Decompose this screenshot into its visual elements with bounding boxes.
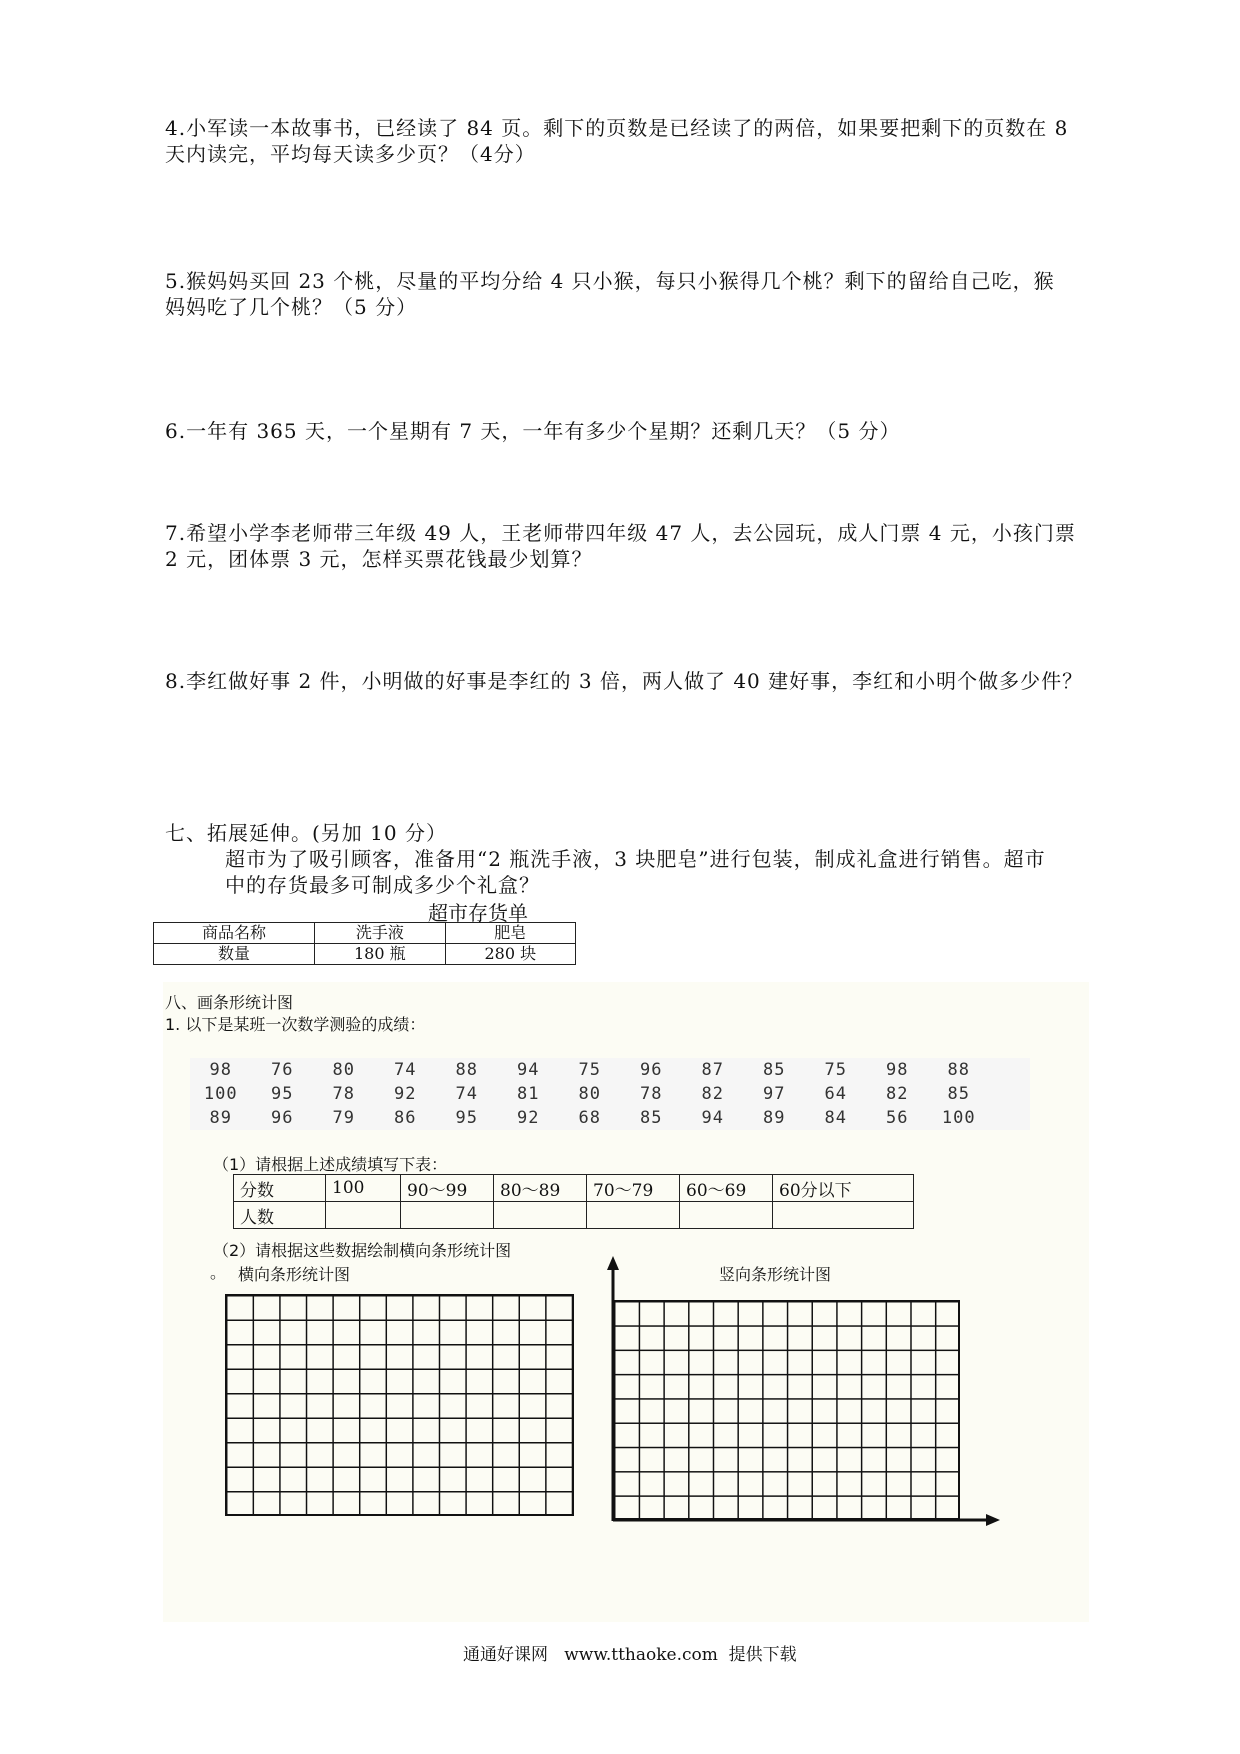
section-7-line2: 中的存货最多可制成多少个礼盒？ bbox=[225, 873, 540, 897]
inventory-header-cell: 洗手液 bbox=[315, 923, 445, 944]
question-8-line1: 8.李红做好事 2 件，小明做的好事是李红的 3 倍，两人做了 40 建好事，李红和小明个做多少件？ bbox=[165, 669, 1084, 693]
sub-question-2: （2）请根据这些数据绘制横向条形统计图 bbox=[213, 1241, 512, 1260]
section-7-body bbox=[225, 846, 1046, 898]
score-value: 56 bbox=[886, 1108, 909, 1128]
score-value: 80 bbox=[332, 1060, 355, 1080]
question-7-line2: 2 元，团体票 3 元，怎样买票花钱最少划算？ bbox=[165, 547, 593, 571]
question-5-line2: 妈妈吃了几个桃？（5 分） bbox=[165, 295, 418, 319]
inventory-header-row bbox=[154, 923, 576, 944]
score-value: 78 bbox=[332, 1084, 355, 1104]
section-8-question-1: 1. 以下是某班一次数学测验的成绩： bbox=[165, 1015, 426, 1034]
score-value: 84 bbox=[824, 1108, 847, 1128]
count-answer-cell[interactable] bbox=[494, 1202, 587, 1229]
section-7-heading: 七、拓展延伸。(另加 10 分） bbox=[165, 821, 447, 845]
score-value: 68 bbox=[578, 1108, 601, 1128]
vertical-bar-chart-grid[interactable] bbox=[613, 1300, 960, 1520]
score-value: 96 bbox=[271, 1108, 294, 1128]
inventory-header-cell: 商品名称 bbox=[154, 923, 315, 944]
score-value: 98 bbox=[886, 1060, 909, 1080]
inventory-table-title: 超市存货单 bbox=[428, 901, 528, 925]
score-value: 76 bbox=[271, 1060, 294, 1080]
score-value: 82 bbox=[701, 1084, 724, 1104]
score-range-cell: 70～79 bbox=[587, 1175, 680, 1202]
score-value: 79 bbox=[332, 1108, 355, 1128]
score-range-row bbox=[234, 1175, 914, 1202]
score-value: 85 bbox=[763, 1060, 786, 1080]
score-value: 100 bbox=[203, 1084, 238, 1104]
count-answer-cell[interactable] bbox=[326, 1202, 401, 1229]
count-answer-cell[interactable] bbox=[587, 1202, 680, 1229]
score-value: 98 bbox=[209, 1060, 232, 1080]
sub-question-1: （1）请根据上述成绩填写下表： bbox=[213, 1155, 448, 1174]
score-value: 85 bbox=[640, 1108, 663, 1128]
score-range-cell: 100 bbox=[326, 1175, 401, 1202]
count-answer-cell[interactable] bbox=[773, 1202, 914, 1229]
question-7 bbox=[165, 520, 1076, 572]
question-4-line1: 4.小军读一本故事书，已经读了 84 页。剩下的页数是已经读了的两倍，如果要把剩下的页数在 8 bbox=[165, 116, 1069, 140]
score-value: 95 bbox=[455, 1108, 478, 1128]
inventory-data-row bbox=[154, 944, 576, 965]
bullet-dot: 。 bbox=[210, 1263, 227, 1282]
score-value: 85 bbox=[947, 1084, 970, 1104]
count-row-label: 人数 bbox=[234, 1202, 326, 1229]
score-value: 94 bbox=[517, 1060, 540, 1080]
score-range-cell: 60分以下 bbox=[773, 1175, 914, 1202]
section-7-line1: 超市为了吸引顾客，准备用“2 瓶洗手液，3 块肥皂”进行包装，制成礼盒进行销售。超市 bbox=[225, 847, 1046, 871]
score-value: 74 bbox=[394, 1060, 417, 1080]
inventory-cell: 280 块 bbox=[445, 944, 575, 965]
score-range-cell: 分数 bbox=[234, 1175, 326, 1202]
score-value: 74 bbox=[455, 1084, 478, 1104]
question-6 bbox=[165, 418, 901, 444]
horizontal-bar-chart-grid[interactable] bbox=[225, 1294, 574, 1516]
score-value: 88 bbox=[947, 1060, 970, 1080]
score-range-cell: 80～89 bbox=[494, 1175, 587, 1202]
score-range-cell: 60～69 bbox=[680, 1175, 773, 1202]
question-5-line1: 5.猴妈妈买回 23 个桃，尽量的平均分给 4 只小猴，每只小猴得几个桃？剩下的留给自己吃，猴 bbox=[165, 269, 1055, 293]
vertical-chart-title: 竖向条形统计图 bbox=[719, 1265, 832, 1284]
horizontal-chart-title: 横向条形统计图 bbox=[238, 1265, 351, 1284]
question-4-line2: 天内读完，平均每天读多少页？（4分） bbox=[165, 142, 536, 166]
score-value: 81 bbox=[517, 1084, 540, 1104]
question-5 bbox=[165, 268, 1055, 320]
count-answer-cell[interactable] bbox=[680, 1202, 773, 1229]
inventory-table bbox=[153, 922, 576, 965]
inventory-cell: 180 瓶 bbox=[315, 944, 445, 965]
score-count-table bbox=[233, 1174, 914, 1229]
count-row bbox=[234, 1202, 914, 1229]
page-footer: 通通好课网 www.tthaoke.com 提供下载 bbox=[463, 1645, 797, 1665]
score-row bbox=[190, 1108, 990, 1128]
score-value: 100 bbox=[941, 1108, 976, 1128]
score-value: 95 bbox=[271, 1084, 294, 1104]
score-value: 94 bbox=[701, 1108, 724, 1128]
count-answer-cell[interactable] bbox=[401, 1202, 494, 1229]
score-value: 88 bbox=[455, 1060, 478, 1080]
score-value: 96 bbox=[640, 1060, 663, 1080]
score-value: 80 bbox=[578, 1084, 601, 1104]
score-value: 86 bbox=[394, 1108, 417, 1128]
score-list bbox=[190, 1058, 1030, 1130]
score-value: 89 bbox=[763, 1108, 786, 1128]
score-value: 78 bbox=[640, 1084, 663, 1104]
score-value: 97 bbox=[763, 1084, 786, 1104]
inventory-cell: 数量 bbox=[154, 944, 315, 965]
score-value: 75 bbox=[578, 1060, 601, 1080]
score-range-cell: 90～99 bbox=[401, 1175, 494, 1202]
question-6-line1: 6.一年有 365 天，一个星期有 7 天，一年有多少个星期？还剩几天？（5 分） bbox=[165, 419, 901, 443]
score-row bbox=[190, 1084, 990, 1104]
score-value: 89 bbox=[209, 1108, 232, 1128]
question-4 bbox=[165, 115, 1068, 167]
score-row bbox=[190, 1060, 990, 1080]
score-value: 75 bbox=[824, 1060, 847, 1080]
score-value: 64 bbox=[824, 1084, 847, 1104]
score-value: 92 bbox=[394, 1084, 417, 1104]
inventory-header-cell: 肥皂 bbox=[445, 923, 575, 944]
score-value: 82 bbox=[886, 1084, 909, 1104]
section-8-heading: 八、画条形统计图 bbox=[165, 993, 294, 1012]
score-value: 92 bbox=[517, 1108, 540, 1128]
question-8 bbox=[165, 668, 1083, 694]
score-value: 87 bbox=[701, 1060, 724, 1080]
question-7-line1: 7.希望小学李老师带三年级 49 人，王老师带四年级 47 人，去公园玩，成人门票 4 元，小孩门票 bbox=[165, 521, 1076, 545]
